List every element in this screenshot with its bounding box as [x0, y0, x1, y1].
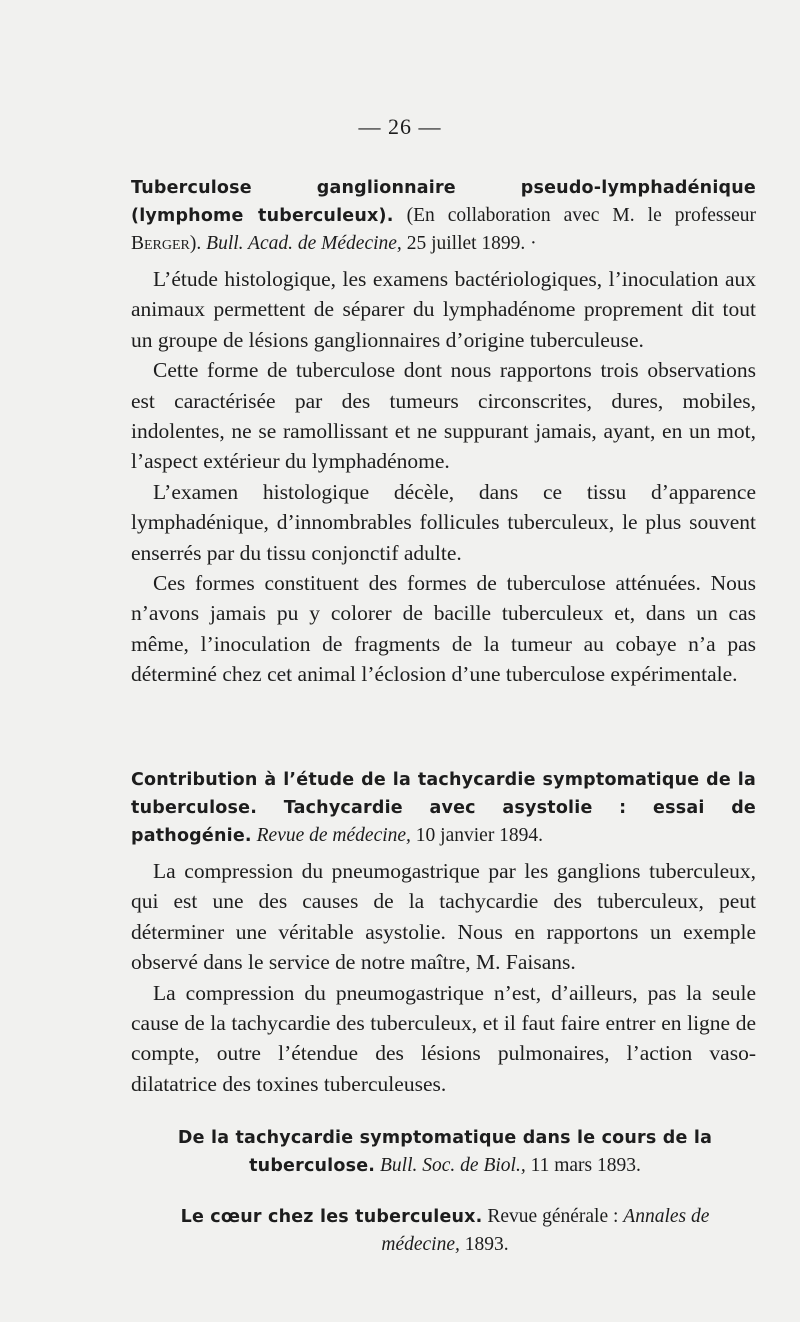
- paragraph: Ces formes constituent des formes de tuberculose atténuées. Nous n’avons jamais pu y colorer de bacille tuberculeux et, dans un cas même, l’inoculation de fragments de la tumeur au cobaye n’a pas déterminé chez cet animal l’éclosion d’une tuberculose expérimentale.: [131, 571, 756, 687]
- entry-heading: [131, 766, 756, 850]
- paragraph: La compression du pneumogastrique par les ganglions tuberculeux, qui est une des causes de la tachycardie des tuberculeux, peut déterminer une véritable asystolie. Nous en rapportons un exemple observé dans le service de notre maître, M. Faisans.: [131, 859, 756, 975]
- entry-date: 1893.: [459, 1234, 509, 1255]
- entry-journal: Bull. Acad. de Médecine,: [206, 233, 402, 254]
- entry-date: 10 janvier 1894.: [410, 825, 544, 846]
- entry-journal: Annales de médecine,: [381, 1206, 710, 1255]
- entry-description: Revue générale :: [482, 1206, 624, 1227]
- paragraph: La compression du pneumogastrique n’est, d’ailleurs, pas la seule cause de la tachycardie des tuberculeux, et il faut faire entrer en ligne de compte, outre l’étendue des lésions pulmonaires, l’action vaso-dilatatrice des toxines tuberculeuses.: [131, 980, 756, 1096]
- entry-heading: [150, 1124, 740, 1180]
- collaborator-name: Berger: [131, 233, 190, 254]
- entry-collaboration: (En collaboration avec M. le professeur: [393, 205, 756, 226]
- entry-title: Contribution à l’étude de la tachycardie symptomatique de la tuberculose. Tachycardie avec asystolie : essai de pathogénie.: [131, 770, 756, 846]
- paragraph: L’étude histologique, les examens bactériologiques, l’inoculation aux animaux permettent de séparer du lymphadénome proprement dit tout un groupe de lésions ganglionnaires d’origine tuberculeuse.: [131, 267, 756, 352]
- entry-journal: Revue de médecine,: [256, 825, 411, 846]
- page-number: — 26 —: [358, 114, 442, 139]
- entry-date: 25 juillet 1899. ·: [401, 233, 537, 254]
- entry-body: [131, 856, 756, 1099]
- entry-title: De la tachycardie symptomatique dans le cours de la tuberculose.: [177, 1128, 713, 1176]
- entry-heading: [131, 174, 756, 258]
- entry-title: Tuberculose ganglionnaire pseudo-lymphadénique (lymphome tuberculeux).: [131, 178, 756, 226]
- entry-body: [131, 264, 756, 690]
- paragraph: Cette forme de tuberculose dont nous rapportons trois observations est caractérisée par des tumeurs circonscrites, dures, mobiles, indolentes, ne se ramollissant et ne suppurant jamais, ayant, en un mot, l’aspect extérieur du lymphadénome.: [131, 358, 756, 474]
- entry-title: Le cœur chez les tuberculeux.: [180, 1207, 483, 1227]
- entry-date: 11 mars 1893.: [525, 1155, 641, 1176]
- collaboration-close: ).: [189, 233, 207, 254]
- entry-heading: [150, 1203, 740, 1258]
- paragraph: L’examen histologique décèle, dans ce tissu d’apparence lymphadénique, d’innombrables follicules tuberculeux, le plus souvent enserrés par du tissu conjonctif adulte.: [131, 479, 756, 565]
- entry-journal: Bull. Soc. de Biol.,: [380, 1155, 526, 1176]
